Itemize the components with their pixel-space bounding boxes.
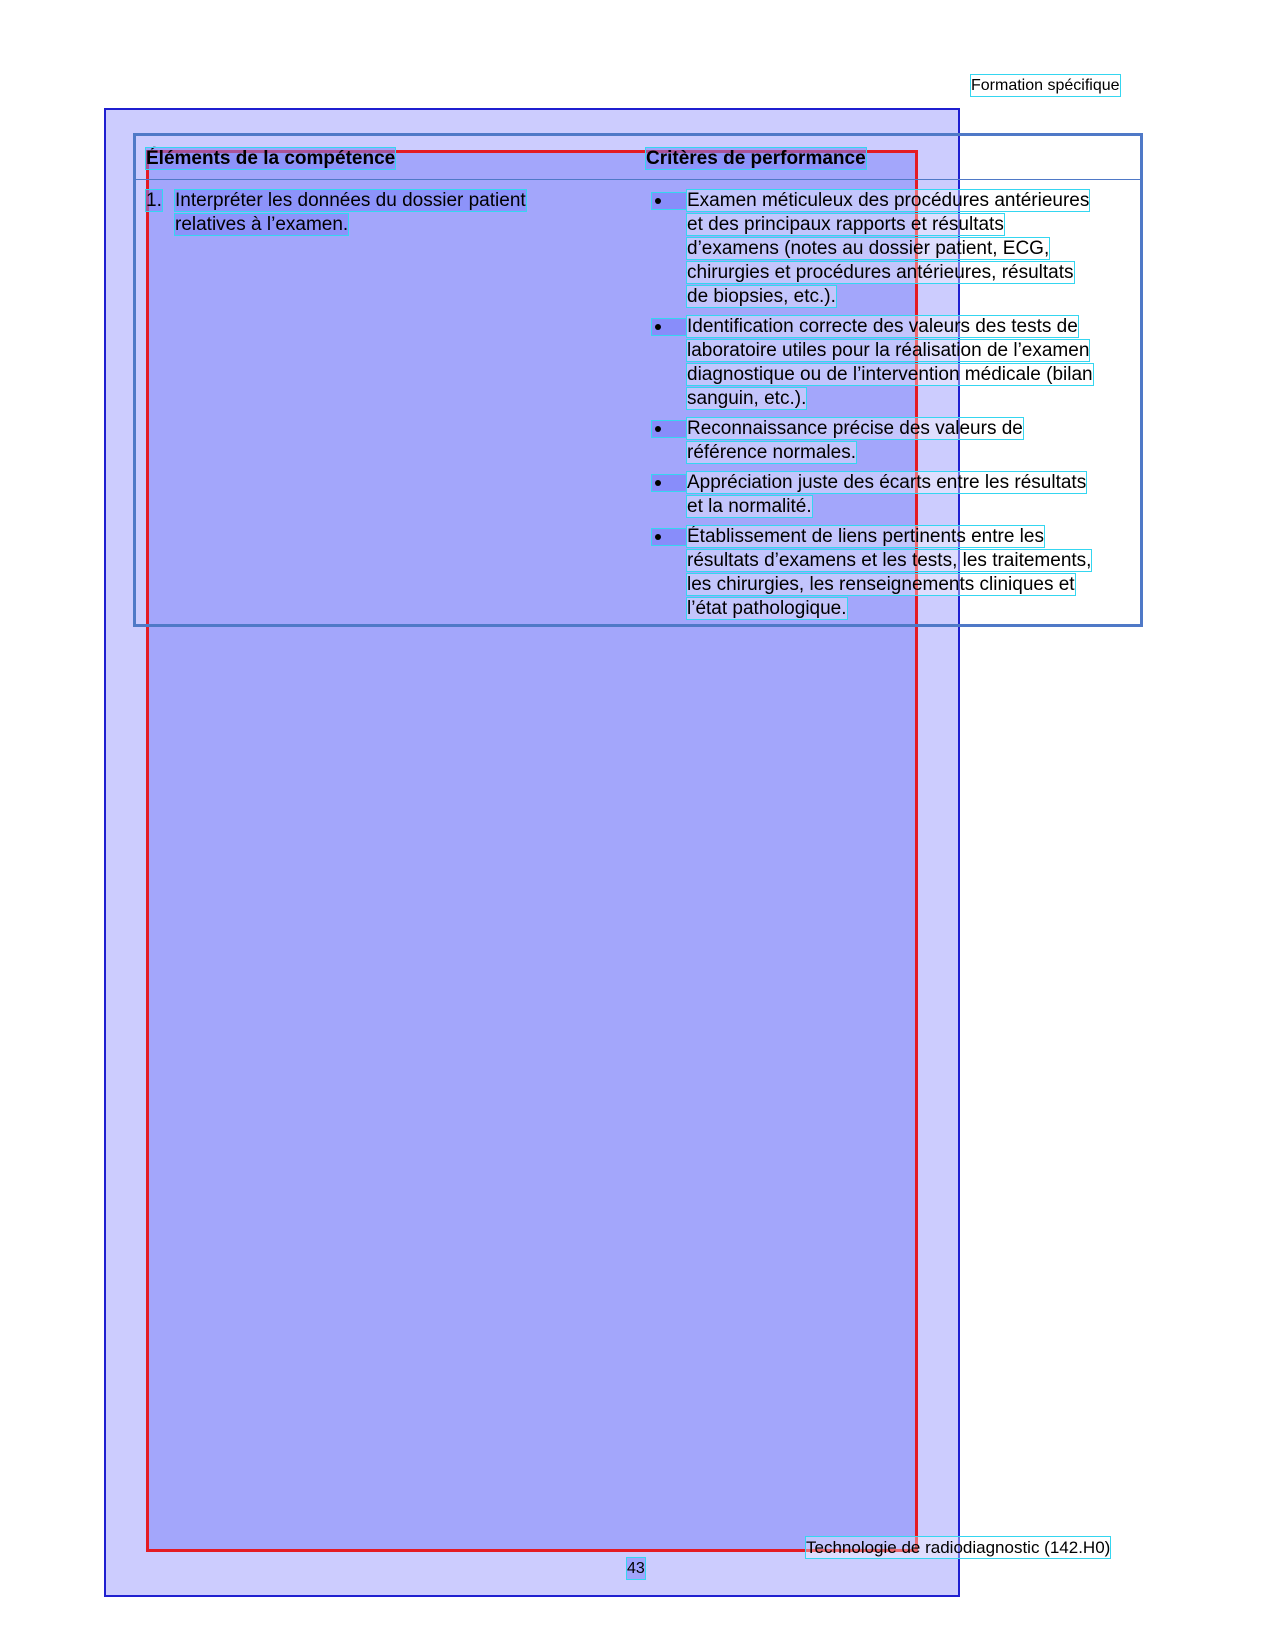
footer-program: Technologie de radiodiagnostic (142.H0): [806, 1538, 1111, 1557]
bullet-icon: [652, 529, 686, 545]
criterion-line: Appréciation juste des écarts entre les résultats: [687, 472, 1087, 493]
element-line: Interpréter les données du dossier patient: [175, 190, 526, 211]
table-header-rule: [133, 179, 1143, 180]
criterion-line: Reconnaissance précise des valeurs de: [687, 418, 1023, 439]
section-header: Formation spécifique: [971, 77, 1120, 94]
criterion-line: et la normalité.: [687, 496, 812, 517]
bullet-icon: [652, 319, 686, 335]
criterion-line: et des principaux rapports et résultats: [687, 214, 1004, 235]
criterion-line: sanguin, etc.).: [687, 388, 807, 409]
col2-heading: Critères de performance: [646, 148, 866, 169]
criterion-line: diagnostique ou de l’intervention médicale (bilan: [687, 364, 1093, 385]
element-number: 1.: [146, 190, 162, 211]
criterion-line: chirurgies et procédures antérieures, résultats: [687, 262, 1074, 283]
criterion-line: les chirurgies, les renseignements cliniques et: [687, 574, 1075, 595]
criterion-line: résultats d’examens et les tests, les traitements,: [687, 550, 1092, 571]
bullet-icon: [652, 421, 686, 437]
bullet-icon: [652, 475, 686, 491]
criterion-line: d’examens (notes au dossier patient, ECG,: [687, 238, 1050, 259]
criterion-line: laboratoire utiles pour la réalisation de l’examen: [687, 340, 1090, 361]
element-line: relatives à l’examen.: [175, 214, 349, 235]
criterion-line: Identification correcte des valeurs des tests de: [687, 316, 1078, 337]
criterion-line: Établissement de liens pertinents entre les: [687, 526, 1044, 547]
col1-heading: Éléments de la compétence: [146, 148, 396, 169]
criterion-line: Examen méticuleux des procédures antérieures: [687, 190, 1090, 211]
criterion-line: référence normales.: [687, 442, 856, 463]
page-number: 43: [627, 1560, 645, 1577]
bullet-icon: [652, 193, 686, 209]
criterion-line: l’état pathologique.: [687, 598, 847, 619]
criterion-line: de biopsies, etc.).: [687, 286, 836, 307]
